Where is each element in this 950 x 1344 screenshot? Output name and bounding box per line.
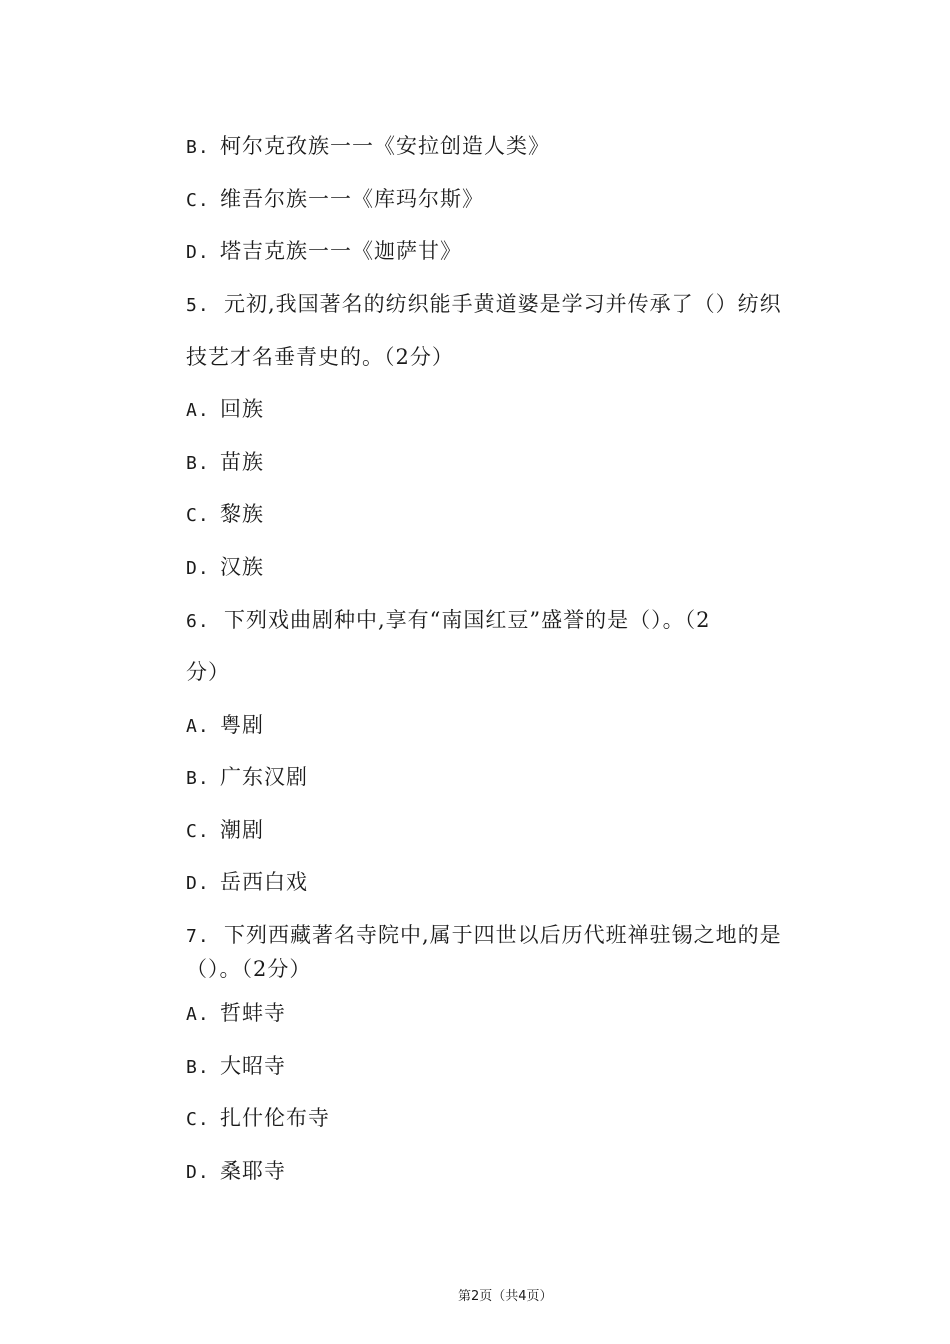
option-text: 塔吉克族一一《迦萨甘》 xyxy=(220,239,462,263)
question-6-text-cont: 分） xyxy=(186,660,230,684)
option-letter: B. xyxy=(186,1057,210,1078)
q6-option-a xyxy=(186,711,264,741)
option-letter: D. xyxy=(186,873,210,894)
option-letter: C. xyxy=(186,505,210,526)
question-5-text-cont: 技艺才名垂青史的。（2分） xyxy=(186,345,454,369)
option-text: 黎族 xyxy=(220,502,264,526)
q7-option-c xyxy=(186,1104,330,1134)
option-text: 汉族 xyxy=(220,555,264,579)
q6-option-c xyxy=(186,816,264,846)
page-footer: 第2页（共4页） xyxy=(458,1289,553,1304)
question-number: 7. xyxy=(186,926,210,947)
option-letter: A. xyxy=(186,716,210,737)
q6-option-b xyxy=(186,763,308,793)
option-letter: D. xyxy=(186,242,210,263)
option-letter: B. xyxy=(186,453,210,474)
q5-option-d xyxy=(186,553,264,583)
option-letter: A. xyxy=(186,400,210,421)
question-7-text xyxy=(186,921,782,951)
question-stem: 下列戏曲剧种中,享有“南国红豆”盛誉的是（）。（2 xyxy=(224,608,711,632)
question-5-text xyxy=(186,290,782,320)
question-number: 5. xyxy=(186,295,210,316)
option-text: 广东汉剧 xyxy=(220,765,308,789)
q7-option-b xyxy=(186,1052,286,1082)
question-stem: 下列西藏著名寺院中,属于四世以后历代班禅驻锡之地的是 xyxy=(224,923,782,947)
option-text: 粤剧 xyxy=(220,713,264,737)
q5-option-c xyxy=(186,500,264,530)
question-number: 6. xyxy=(186,611,210,632)
q5-option-a xyxy=(186,395,264,425)
option-text: 哲蚌寺 xyxy=(220,1001,286,1025)
option-text: 维吾尔族一一《库玛尔斯》 xyxy=(220,187,484,211)
question-stem: 元初,我国著名的纺织能手黄道婆是学习并传承了（）纺织 xyxy=(224,292,782,316)
q5-option-b xyxy=(186,448,264,478)
q7-option-d xyxy=(186,1157,286,1187)
q6-option-d xyxy=(186,868,308,898)
option-text: 回族 xyxy=(220,397,264,421)
option-text: 扎什伦布寺 xyxy=(220,1106,330,1130)
option-letter: D. xyxy=(186,1162,210,1183)
option-d xyxy=(186,237,462,267)
option-text: 柯尔克孜族一一《安拉创造人类》 xyxy=(220,134,550,158)
option-text: 岳西白戏 xyxy=(220,870,308,894)
question-7-text-cont: （）。（2分） xyxy=(186,957,312,981)
option-text: 潮剧 xyxy=(220,818,264,842)
option-letter: B. xyxy=(186,768,210,789)
option-letter: B. xyxy=(186,137,210,158)
option-text: 苗族 xyxy=(220,450,264,474)
option-text: 桑耶寺 xyxy=(220,1159,286,1183)
option-letter: C. xyxy=(186,821,210,842)
option-text: 大昭寺 xyxy=(220,1054,286,1078)
question-6-text xyxy=(186,606,711,636)
option-letter: C. xyxy=(186,190,210,211)
option-b xyxy=(186,132,550,162)
option-letter: D. xyxy=(186,558,210,579)
option-c xyxy=(186,185,484,215)
q7-option-a xyxy=(186,999,286,1029)
option-letter: C. xyxy=(186,1109,210,1130)
option-letter: A. xyxy=(186,1004,210,1025)
